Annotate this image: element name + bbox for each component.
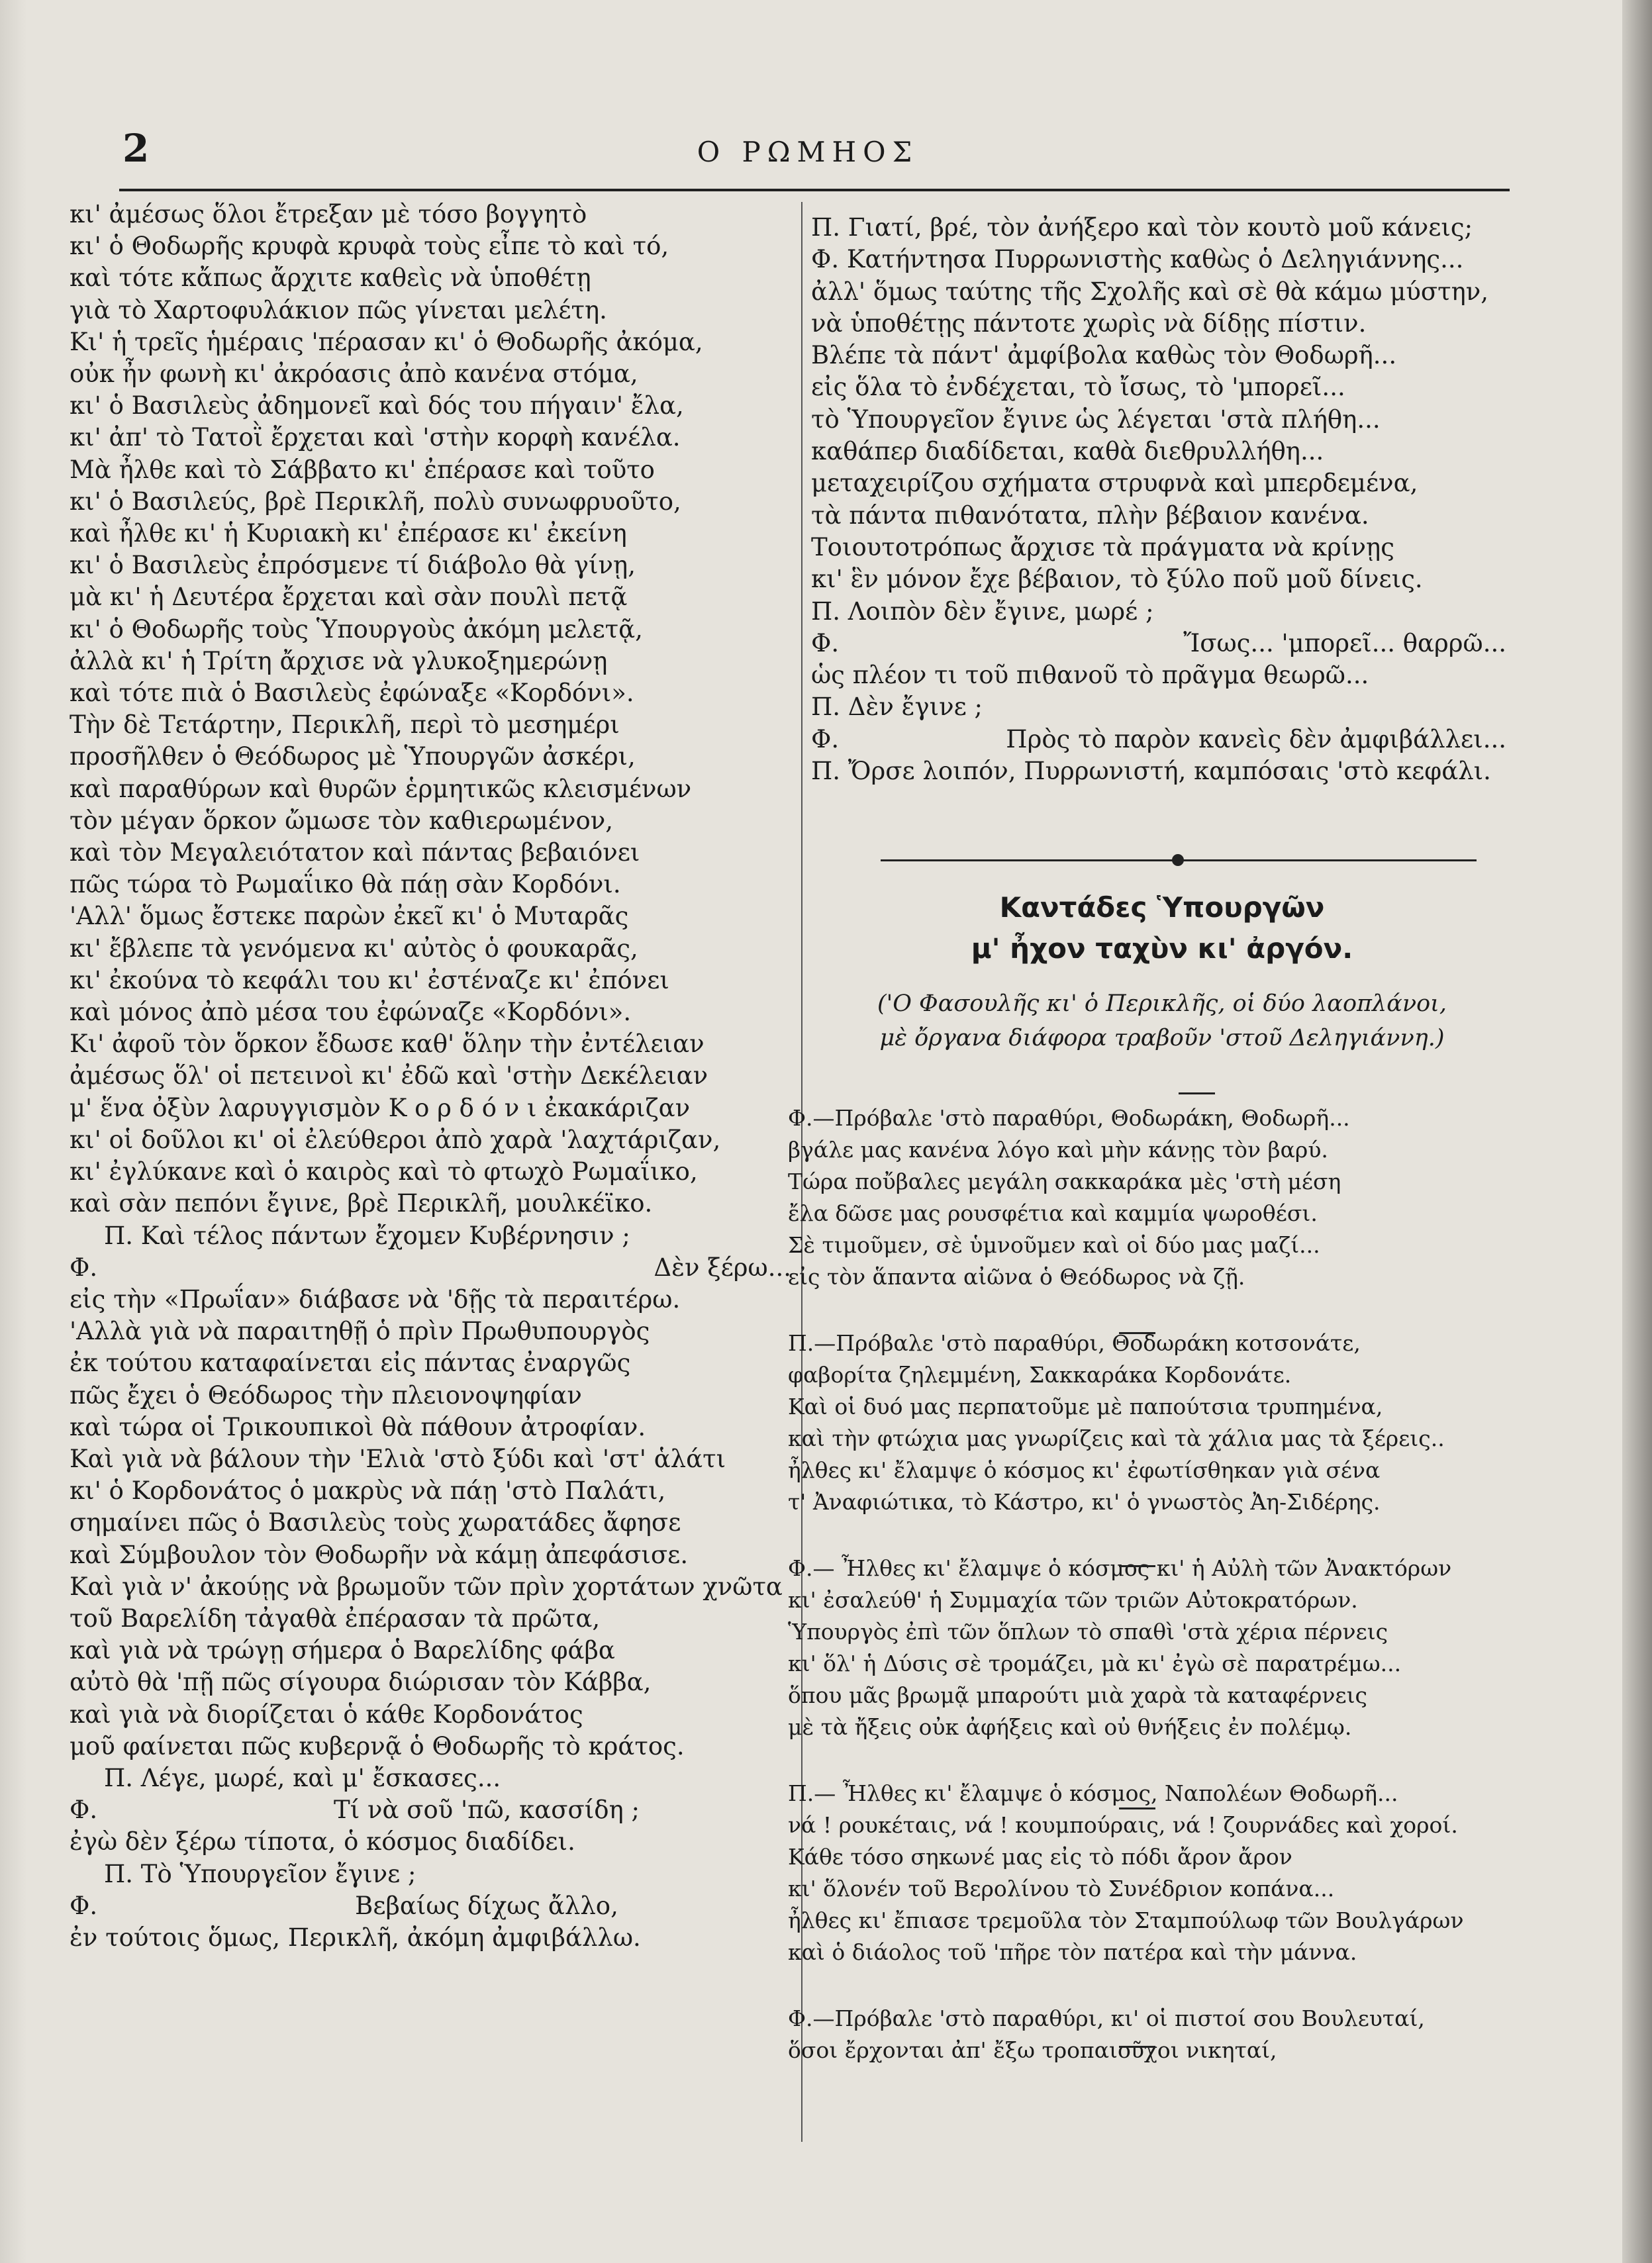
speaker-line — [70, 1252, 798, 1284]
verse-line: προσῆλθεν ὁ Θεόδωρος μὲ Ὑπουργῶν ἀσκέρι, — [70, 742, 636, 771]
speaker-line — [811, 628, 1513, 659]
verse-line: ἐγὼ δὲν ξέρω τίποτα, ὁ κόσμος διαδίδει. — [70, 1827, 575, 1856]
verse-line: γιὰ τὸ Χαρτοφυλάκιον πῶς γίνεται μελέτη. — [70, 295, 607, 324]
verse-line: κι' ὁ Βασιλεὺς ἐπρόσμενε τί διάβολο θὰ γίνῃ, — [70, 551, 636, 580]
verse-line: τὸ Ὑπουργεῖον ἔγινε ὡς λέγεται 'στὰ πλήθη... — [811, 405, 1381, 434]
verse-line: Π. Τὸ Ὑπουργεῖον ἔγινε ; — [104, 1859, 416, 1888]
page-edge — [1622, 0, 1652, 2263]
speaker-text: Βεβαίως δίχως ἄλλο, — [355, 1891, 618, 1920]
speaker-line — [811, 724, 1513, 755]
verse-line: Π. Λέγε, μωρέ, καὶ μ' ἔσκασες... — [104, 1763, 501, 1792]
stanza-line: Καὶ οἱ δυό μας περπατοῦμε μὲ παπούτσια τρυπημένα, — [788, 1394, 1383, 1420]
verse-separator — [1119, 1807, 1155, 1809]
verse-line: εἰς τὴν «Πρωΐαν» διάβασε νὰ 'δῇς τὰ περαιτέρω. — [70, 1284, 681, 1314]
verse-line: τὸν μέγαν ὅρκον ὤμωσε τὸν καθιερωμένον, — [70, 806, 614, 835]
verse-line: μεταχειρίζου σχήματα στρυφνὰ καὶ μπερδεμένα, — [811, 469, 1418, 498]
song-title — [811, 887, 1513, 969]
verse-separator — [1119, 2046, 1155, 2048]
stanza-line: Π.— Ἦλθες κι' ἔλαμψε ὁ κόσμος, Ναπολέων Θοδωρῆ... — [788, 1780, 1398, 1806]
verse-line: ἐν τούτοις ὅμως, Περικλῆ, ἀκόμη ἀμφιβάλλω. — [70, 1923, 641, 1952]
speaker-label: Φ. — [811, 724, 840, 753]
verse-line: Π. Ὄρσε λοιπόν, Πυρρωνιστή, καμπόσαις 'στὸ κεφάλι. — [811, 757, 1491, 786]
stanza-line: καὶ τὴν φτώχια μας γνωρίζεις καὶ τὰ χάλια μας τὰ ξέρεις.. — [788, 1425, 1445, 1451]
stanza-line: τ' Ἀναφιώτικα, τὸ Κάστρο, κι' ὁ γνωστὸς Ἀη-Σιδέρης. — [788, 1489, 1381, 1515]
verse-line: καὶ Σύμβουλον τὸν Θοδωρῆν νὰ κάμῃ ἀπεφάσισε. — [70, 1540, 689, 1569]
speaker-text: Δὲν ξέρω... — [654, 1253, 791, 1282]
stanza-line: ὅσοι ἔρχονται ἀπ' ἔξω τροπαιοῦχοι νικηταί, — [788, 2037, 1277, 2063]
verse-line: καὶ σὰν πεπόνι ἔγινε, βρὲ Περικλῆ, μουλκέϊκο. — [70, 1189, 653, 1218]
verse-line: Κι' ἡ τρεῖς ἡμέραις 'πέρασαν κι' ὁ Θοδωρῆς ἀκόμα, — [70, 327, 703, 356]
stanza — [788, 1102, 1516, 1293]
song-title-line: Καντάδες Ὑπουργῶν — [999, 891, 1325, 924]
verse-line: Π. Καὶ τέλος πάντων ἔχομεν Κυβέρνησιν ; — [104, 1221, 630, 1250]
verse-line: Μὰ ἦλθε καὶ τὸ Σάββατο κι' ἐπέρασε καὶ τοῦτο — [70, 455, 655, 484]
stanza-line: μὲ τὰ ἤξεις οὐκ ἀφήξεις καὶ οὐ θνήξεις ἐν πολέμῳ. — [788, 1714, 1352, 1740]
verse-line: οὐκ ἦν φωνὴ κι' ἀκρόασις ἀπὸ κανένα στόμα, — [70, 360, 638, 389]
stanza-line: φαβορίτα ζηλεμμένη, Σακκαράκα Κορδονάτε. — [788, 1362, 1292, 1388]
stanza-line: Σὲ τιμοῦμεν, σὲ ὑμνοῦμεν καὶ οἱ δύο μας μαζί... — [788, 1232, 1320, 1258]
verse-line: ὡς πλέον τι τοῦ πιθανοῦ τὸ πρᾶγμα θεωρῶ... — [811, 661, 1369, 690]
verse-line: Π. Γιατί, βρέ, τὸν ἀνήξερο καὶ τὸν κουτὸ μοῦ κάνεις; — [811, 213, 1473, 242]
verse-line: Φ. Κατήντησα Πυρρωνιστὴς καθὼς ὁ Δεληγιάννης... — [811, 245, 1464, 274]
stanza-line: κι' ὅλονέν τοῦ Βερολίνου τὸ Συνέδριον κοπάνα... — [788, 1876, 1335, 1902]
verse-line: τοῦ Βαρελίδη τἀγαθὰ ἐπέρασαν τὰ πρῶτα, — [70, 1604, 601, 1633]
speaker-label: Φ. — [70, 1253, 98, 1282]
stanza — [788, 1553, 1516, 1743]
verse-line: κι' ἐκούνα τὸ κεφάλι του κι' ἐστέναζε κι' ἐπόνει — [70, 965, 669, 994]
verse-line: κι' ἔβλεπε τὰ γενόμενα κι' αὐτὸς ὁ φουκαρᾶς, — [70, 934, 638, 963]
verse-line: κι' ἀμέσως ὅλοι ἔτρεξαν μὲ τόσο βογγητὸ — [70, 200, 587, 228]
ornament-dot — [1172, 854, 1184, 866]
speaker-label: Φ. — [70, 1891, 98, 1920]
verse-line: κι' ἀπ' τὸ Τατοῒ ἔρχεται καὶ 'στὴν κορφὴ κανέλα. — [70, 423, 681, 452]
stanza-line: Φ.— Ἦλθες κι' ἔλαμψε ὁ κόσμος κι' ἡ Αὐλὴ τῶν Ἀνακτόρων — [788, 1555, 1452, 1581]
verse-line: Τὴν δὲ Τετάρτην, Περικλῆ, περὶ τὸ μεσημέρι — [70, 710, 620, 740]
stanza — [788, 2003, 1516, 2066]
verse-line: κι' ὁ Θοδωρῆς κρυφὰ κρυφὰ τοὺς εἶπε τὸ καὶ τό, — [70, 232, 669, 261]
speaker-line — [70, 1794, 798, 1826]
stanza-line: ὅπου μᾶς βρωμᾷ μπαρούτι μιὰ χαρὰ τὰ καταφέρνεις — [788, 1682, 1367, 1708]
verse-line: καὶ γιὰ νὰ διορίζεται ὁ κάθε Κορδονάτος — [70, 1700, 583, 1729]
verse-line: Καὶ γιὰ ν' ἀκούῃς νὰ βρωμοῦν τῶν πρὶν χορτάτων χνῶτα — [70, 1572, 783, 1601]
stanza-line: καὶ ὁ διάολος τοῦ 'πῆρε τὸν πατέρα καὶ τὴν μάννα. — [788, 1939, 1357, 1965]
song-subtitle — [811, 987, 1513, 1055]
verse-line: κι' ὁ Βασιλεύς, βρὲ Περικλῆ, πολὺ συνωφρυοῦτο, — [70, 487, 681, 516]
speaker-line — [70, 1890, 798, 1922]
stanza-line: κι' ἐσαλεύθ' ἡ Συμμαχία τῶν τριῶν Αὐτοκρατόρων. — [788, 1587, 1358, 1613]
speaker-text: Ἴσως... 'μπορεῖ... θαρρῶ... — [1183, 628, 1506, 657]
speaker-label: Φ. — [70, 1796, 98, 1825]
verse-line: ἀλλ' ὅμως ταύτης τῆς Σχολῆς καὶ σὲ θὰ κάμω μύστην, — [811, 277, 1488, 306]
verse-line: ἀλλὰ κι' ἡ Τρίτη ἄρχισε νὰ γλυκοξημερώνῃ — [70, 646, 608, 675]
left-column — [70, 199, 798, 1954]
verse-line: κι' ὁ Κορδονάτος ὁ μακρὺς νὰ πάῃ 'στὸ Παλάτι, — [70, 1476, 666, 1506]
masthead-title: Ο ΡΩΜΗΟΣ — [697, 136, 919, 168]
stanza-line: νά ! ρουκέταις, νά ! κουμπούραις, νά ! ζουρνάδες καὶ χοροί. — [788, 1812, 1458, 1838]
stanza — [788, 1778, 1516, 1968]
verse-line: καθάπερ διαδίδεται, καθὰ διεθρυλλήθη... — [811, 437, 1324, 466]
stanza-line: βγάλε μας κανένα λόγο καὶ μὴν κάνῃς τὸν βαρύ. — [788, 1137, 1328, 1163]
page-edge — [0, 0, 26, 2263]
verse-line: ἀμέσως ὅλ' οἱ πετεινοὶ κι' ἐδῶ καὶ 'στὴν Δεκέλειαν — [70, 1061, 708, 1090]
speaker-text: Πρὸς τὸ παρὸν κανεὶς δὲν ἀμφιβάλλει... — [1006, 724, 1506, 753]
verse-line: πῶς ἔχει ὁ Θεόδωρος τὴν πλειονοψηφίαν — [70, 1380, 582, 1410]
verse-line: καὶ μόνος ἀπὸ μέσα του ἐφώναζε «Κορδόνι». — [70, 998, 632, 1027]
verse-line: κι' ἓν μόνον ἔχε βέβαιον, τὸ ξύλο ποῦ μοῦ δίνεις. — [811, 565, 1423, 594]
verse-line: Π. Δὲν ἔγινε ; — [811, 693, 983, 722]
song-subtitle-line: ('Ο Φασουλῆς κι' ὁ Περικλῆς, οἱ δύο λαοπλάνοι, — [877, 990, 1447, 1017]
stanza-line: Ὑπουργὸς ἐπὶ τῶν ὅπλων τὸ σπαθὶ 'στὰ χέρια πέρνεις — [788, 1619, 1388, 1645]
page-number: 2 — [122, 126, 150, 171]
stanza-line: κι' ὅλ' ἡ Δύσις σὲ τρομάζει, μὰ κι' ἐγὼ σὲ παρατρέμω... — [788, 1651, 1402, 1676]
verse-line: Βλέπε τὰ πάντ' ἀμφίβολα καθὼς τὸν Θοδωρῆ... — [811, 341, 1397, 370]
verse-line: 'Αλλ' ὅμως ἔστεκε παρὼν ἐκεῖ κι' ὁ Μυταρᾶς — [70, 902, 629, 931]
verse-line: καὶ τὸν Μεγαλειότατον καὶ πάντας βεβαιόνει — [70, 838, 640, 867]
verse-line: νὰ ὑποθέτῃς πάντοτε χωρὶς νὰ δίδῃς πίστιν. — [811, 309, 1367, 338]
verse-line: τὰ πάντα πιθανότατα, πλὴν βέβαιον κανένα. — [811, 501, 1369, 530]
speaker-label: Φ. — [811, 628, 840, 657]
verse-line: μοῦ φαίνεται πῶς κυβερνᾷ ὁ Θοδωρῆς τὸ κράτος. — [70, 1731, 685, 1760]
verse-line: πῶς τώρα τὸ Ρωμαΐικο θὰ πάῃ σὰν Κορδόνι. — [70, 870, 621, 899]
verse-line: Καὶ γιὰ νὰ βάλουν τὴν 'Ελιὰ 'στὸ ξύδι καὶ 'στ' ἁλάτι — [70, 1444, 726, 1473]
verse-line: καὶ τότε πιὰ ὁ Βασιλεὺς ἐφώναξε «Κορδόνι». — [70, 679, 634, 708]
song-verses — [788, 1102, 1516, 2101]
verse-line: μὰ κι' ἡ Δευτέρα ἔρχεται καὶ σὰν πουλὶ πετᾷ — [70, 583, 628, 612]
stanza-line: ἦλθες κι' ἔλαμψε ὁ κόσμος κι' ἐφωτίσθηκαν γιὰ σένα — [788, 1457, 1381, 1483]
verse-line: καὶ τώρα οἱ Τρικουπικοὶ θὰ πάθουν ἀτροφίαν. — [70, 1412, 646, 1441]
verse-line: αὐτὸ θὰ 'πῇ πῶς σίγουρα διώρισαν τὸν Κάββα, — [70, 1668, 652, 1697]
verse-separator — [1119, 1332, 1155, 1334]
verse-line: Π. Λοιπὸν δὲν ἔγινε, μωρέ ; — [811, 597, 1154, 626]
verse-line: κι' ὁ Θοδωρῆς τοὺς Ὑπουργοὺς ἀκόμη μελετᾷ, — [70, 614, 643, 644]
song-title-line: μ' ἦχον ταχὺν κι' ἀργόν. — [971, 932, 1353, 965]
stanza — [788, 1327, 1516, 1518]
stanza-line: εἰς τὸν ἅπαντα αἰῶνα ὁ Θεόδωρος νὰ ζῇ. — [788, 1264, 1245, 1290]
verse-separator — [1179, 1092, 1215, 1094]
verse-line: καὶ παραθύρων καὶ θυρῶν ἑρμητικῶς κλεισμένων — [70, 774, 692, 803]
verse-separator — [1119, 1565, 1155, 1567]
verse-line: Κι' ἀφοῦ τὸν ὅρκον ἔδωσε καθ' ὅλην τὴν ἐντέλειαν — [70, 1030, 705, 1059]
verse-line: 'Αλλὰ γιὰ νὰ παραιτηθῇ ὁ πρὶν Πρωθυπουργὸς — [70, 1317, 650, 1346]
stanza-line: Τώρα ποὔβαλες μεγάλη σακκαράκα μὲς 'στὴ μέση — [788, 1169, 1341, 1194]
verse-line: καὶ γιὰ νὰ τρώγῃ σήμερα ὁ Βαρελίδης φάβα — [70, 1636, 615, 1665]
verse-line: μ' ἕνα ὀξὺν λαρυγγισμὸν Κ ο ρ δ ό ν ι ἐκακάριζαν — [70, 1093, 691, 1122]
verse-line: εἰς ὅλα τὸ ἐνδέχεται, τὸ ἴσως, τὸ 'μπορεῖ... — [811, 373, 1345, 402]
verse-line: κι' οἱ δοῦλοι κι' οἱ ἐλεύθεροι ἀπὸ χαρὰ 'λαχτάριζαν, — [70, 1125, 721, 1154]
verse-line: κι' ἐγλύκανε καὶ ὁ καιρὸς καὶ τὸ φτωχὸ Ρωμαΐικο, — [70, 1157, 698, 1186]
right-column — [811, 212, 1513, 787]
verse-line: κι' ὁ Βασιλεὺς ἀδημονεῖ καὶ δός του πήγαιν' ἔλα, — [70, 391, 684, 420]
speaker-text: Τί νὰ σοῦ 'πῶ, κασσίδη ; — [334, 1796, 640, 1825]
stanza-line: Π.—Πρόβαλε 'στὸ παραθύρι, Θοδωράκη κοτσονάτε, — [788, 1330, 1361, 1356]
verse-line: ἐκ τούτου καταφαίνεται εἰς πάντας ἐναργῶς — [70, 1349, 631, 1378]
verse-line: σημαίνει πῶς ὁ Βασιλεὺς τοὺς χωρατάδες ἄφησε — [70, 1508, 681, 1537]
stanza-line: Φ.—Πρόβαλε 'στὸ παραθύρι, κι' οἱ πιστοί σου Βουλευταί, — [788, 2005, 1425, 2031]
stanza-line: ἔλα δῶσε μας ρουσφέτια καὶ καμμία ψωροθέσι. — [788, 1200, 1318, 1226]
stanza-line: Κάθε τόσο σηκωνέ μας εἰς τὸ πόδι ἄρον ἄρον — [788, 1844, 1292, 1870]
section-ornament — [881, 853, 1477, 867]
verse-line: καὶ τότε κἄπως ἄρχιτε καθεὶς νὰ ὑποθέτῃ — [70, 264, 591, 293]
verse-line: καὶ ἦλθε κι' ἡ Κυριακὴ κι' ἐπέρασε κι' ἐκείνη — [70, 519, 627, 548]
verse-line: Τοιουτοτρόπως ἄρχισε τὰ πράγματα νὰ κρίνῃς — [811, 532, 1394, 561]
stanza-line: Φ.—Πρόβαλε 'στὸ παραθύρι, Θοδωράκη, Θοδωρῆ... — [788, 1105, 1350, 1131]
song-subtitle-line: μὲ ὄργανα διάφορα τραβοῦν 'στοῦ Δεληγιάννη.) — [879, 1025, 1445, 1051]
stanza-line: ἦλθες κι' ἔπιασε τρεμοῦλα τὸν Σταμπούλωφ τῶν Βουλγάρων — [788, 1907, 1464, 1933]
header-rule — [119, 189, 1510, 191]
